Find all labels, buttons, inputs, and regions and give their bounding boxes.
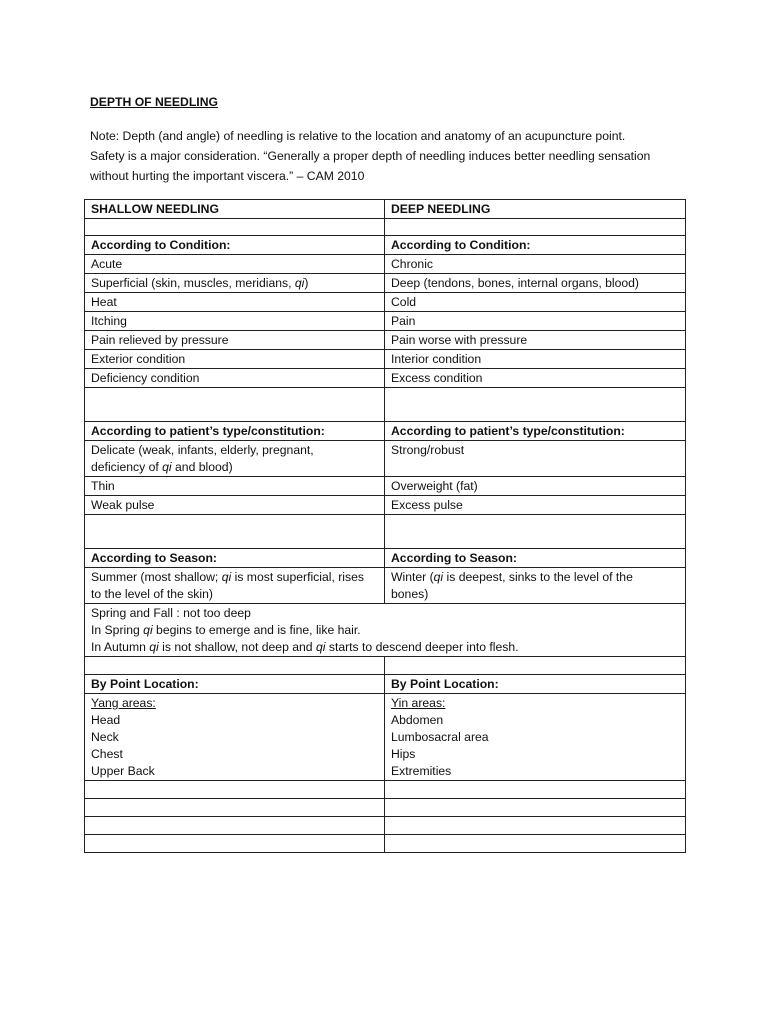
condition-heading-row [85,236,686,255]
table-cell: Weak pulse [85,496,385,515]
table-cell: Pain relieved by pressure [85,331,385,350]
yin-areas-label: Yin areas: [391,696,446,710]
location-heading-right: By Point Location: [385,675,686,694]
note-line-2: Safety is a major consideration. “Generally a proper depth of needling induces better needling sensation [90,149,651,163]
table-cell: Interior condition [385,350,686,369]
table-cell: Superficial (skin, muscles, meridians, qi) [85,274,385,293]
table-cell: Yang areas: Head Neck Chest Upper Back [85,694,385,781]
table-cell: Cold [385,293,686,312]
header-deep: DEEP NEEDLING [385,200,686,219]
table-cell: Excess condition [385,369,686,388]
table-row [85,312,686,331]
location-heading-left: By Point Location: [85,675,385,694]
note-line-1: Note: Depth (and angle) of needling is relative to the location and anatomy of an acupuncture point. [90,129,626,143]
yang-areas-label: Yang areas: [91,696,156,710]
table-header-row [85,200,686,219]
table-row [85,604,686,657]
condition-heading-left: According to Condition: [85,236,385,255]
location-heading-row [85,675,686,694]
table-row [85,441,686,477]
table-cell: Deep (tendons, bones, internal organs, blood) [385,274,686,293]
table-cell: Overweight (fat) [385,477,686,496]
season-heading-left: According to Season: [85,549,385,568]
note-line-3: without hurting the important viscera.” – CAM 2010 [90,169,365,183]
table-cell: Heat [85,293,385,312]
table-cell: Pain [385,312,686,331]
table-cell: Chronic [385,255,686,274]
table-cell: Itching [85,312,385,331]
table-cell: Strong/robust [385,441,686,477]
table-cell: Excess pulse [385,496,686,515]
table-cell: Winter (qi is deepest, sinks to the level of the bones) [385,568,686,604]
spacer-row [85,388,686,422]
table-cell: Pain worse with pressure [385,331,686,350]
empty-row [85,817,686,835]
table-cell-merged: Spring and Fall : not too deep In Spring qi begins to emerge and is fine, like hair. In Autumn qi is not shallow, not deep and qi starts to descend deeper into flesh. [85,604,686,657]
table-row [85,255,686,274]
empty-row [85,835,686,853]
table-cell: Exterior condition [85,350,385,369]
table-row [85,331,686,350]
table-row [85,568,686,604]
table-row [85,477,686,496]
header-shallow: SHALLOW NEEDLING [85,200,385,219]
table-cell: Delicate (weak, infants, elderly, pregnant, deficiency of qi and blood) [85,441,385,477]
empty-row [85,781,686,799]
table-row [85,369,686,388]
table-row [85,350,686,369]
table-cell: Acute [85,255,385,274]
season-heading-row [85,549,686,568]
table-row [85,274,686,293]
spacer-row [85,219,686,236]
table-cell: Summer (most shallow; qi is most superficial, rises to the level of the skin) [85,568,385,604]
constitution-heading-row [85,422,686,441]
table-cell: Deficiency condition [85,369,385,388]
season-heading-right: According to Season: [385,549,686,568]
table-cell: Yin areas: Abdomen Lumbosacral area Hips Extremities [385,694,686,781]
needling-table [84,199,686,853]
spacer-row [85,657,686,675]
table-row [85,694,686,781]
document-title: DEPTH OF NEEDLING [90,95,218,109]
condition-heading-right: According to Condition: [385,236,686,255]
table-row [85,496,686,515]
constitution-heading-right: According to patient’s type/constitution: [385,422,686,441]
empty-row [85,799,686,817]
constitution-heading-left: According to patient’s type/constitution: [85,422,385,441]
note-paragraph [90,126,690,186]
table-row [85,293,686,312]
spacer-row [85,515,686,549]
table-cell: Thin [85,477,385,496]
